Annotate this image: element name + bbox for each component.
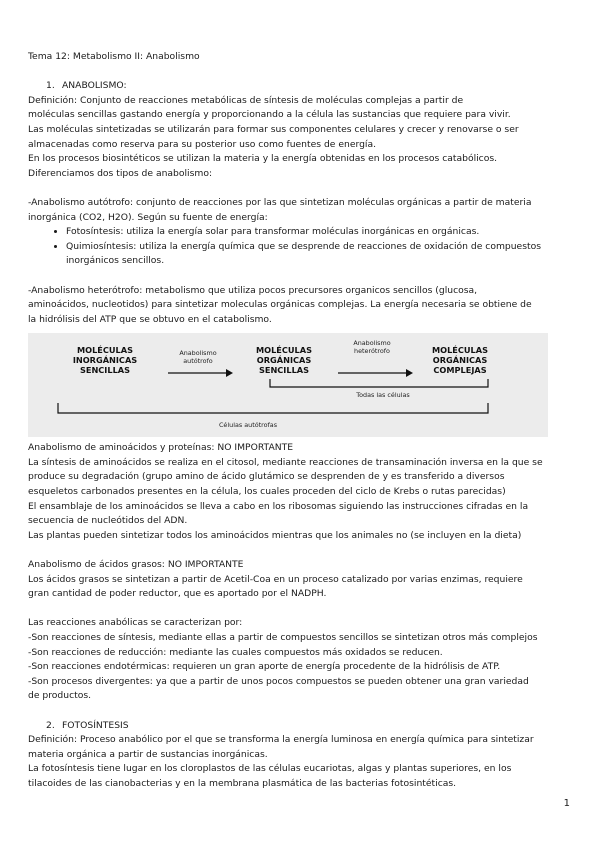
box-organic-complex: MOLÉCULAS ORGÁNICAS COMPLEJAS xyxy=(431,345,489,376)
paragraph-line: -Son reacciones de síntesis, mediante ellas a partir de compuestos sencillos se sintetizan otros más complejos xyxy=(28,632,538,643)
paragraph-line: Las moléculas sintetizadas se utilizarán para formar sus componentes celulares y crecer y renovarse o ser xyxy=(28,123,519,135)
heterotrophic-paragraph: la hidrólisis del ATP que se obtuvo en el catabolismo. xyxy=(28,313,272,325)
paragraph-line: Las plantas pueden sintetizar todos los aminoácidos mientras que los animales no (se incluyen en la dieta) xyxy=(28,529,522,541)
paragraph-line: En los procesos biosintéticos se utilizan la materia y la energía obtenidas en los procesos catabólicos. xyxy=(28,153,498,165)
section-heading-anabolismo: 1. ANABOLISMO: xyxy=(46,80,127,92)
section-heading-fotosintesis: 2. FOTOSÍNTESIS xyxy=(46,719,129,731)
paragraph-line: El ensamblaje de los aminoácidos se lleva a cabo en los ribosomas siguiendo las instrucciones cifradas en la xyxy=(28,500,529,512)
heterotrophic-paragraph: aminoácidos, nucleotidos) para sintetizar moleculas orgánicas complejas. La energía necesaria se obtiene de xyxy=(28,299,532,311)
paragraph-line: -Son procesos divergentes: ya que a partir de unos pocos compuestos se pueden obtener una gran variedad xyxy=(28,675,529,687)
paragraph-line: secuencia de nucleótidos del ADN. xyxy=(28,515,188,527)
paragraph-line: de productos. xyxy=(28,690,92,702)
paragraph-line: produce su degradación (grupo amino de ácido glutámico se desprenden de y es transferido a diversos xyxy=(28,471,505,483)
heterotrophic-paragraph: -Anabolismo heterótrofo: metabolismo que utiliza pocos precursores organicos sencillos (glucosa, xyxy=(28,284,478,296)
box-inorganic-simple: MOLÉCULAS INORGÁNICAS SENCILLAS xyxy=(72,345,138,376)
document-title: Tema 12: Metabolismo II: Anabolismo xyxy=(28,51,200,62)
paragraph-line: La fotosíntesis tiene lugar en los cloroplastos de las células eucariotas, algas y plantas superiores, en los xyxy=(28,763,512,775)
page-number: 1 xyxy=(563,798,570,809)
arrow-label-autotrophic: Anabolismo autótrofo xyxy=(179,349,217,366)
definition-line: moléculas sencillas gastando energía y proporcionando a la célula las sustancias que requiere para vivir. xyxy=(28,109,511,121)
amino-heading: Anabolismo de aminoácidos y proteínas: NO IMPORTANTE xyxy=(28,442,294,454)
label-all-cells: Todas las células xyxy=(356,391,410,400)
paragraph-line: -Son reacciones endotérmicas: requieren un gran aporte de energía procedente de la hidrólisis de ATP. xyxy=(28,661,501,673)
document-body xyxy=(28,50,574,792)
paragraph-line: almacenadas como reserva para su posterior uso como fuentes de energía. xyxy=(28,138,377,150)
fatty-acids-heading: Anabolismo de ácidos grasos: NO IMPORTANTE xyxy=(28,559,244,571)
autotrophic-paragraph: -Anabolismo autótrofo: conjunto de reacciones por las que sintetizan moléculas orgánicas a partir de materia xyxy=(28,196,532,208)
anabolism-diagram xyxy=(28,333,548,437)
definition-line: materia orgánica a partir de sustancias inorgánicas. xyxy=(28,748,268,760)
paragraph-line: gran cantidad de poder reductor, que es aportado por el NADPH. xyxy=(28,588,327,600)
paragraph-line: La síntesis de aminoácidos se realiza en el citosol, mediante reacciones de transaminación inversa en la que se xyxy=(28,456,543,468)
definition-line: Definición: Conjunto de reacciones metabólicas de síntesis de moléculas complejas a partir de xyxy=(28,94,464,106)
energy-source-list xyxy=(28,225,574,269)
autotrophic-paragraph: inorgánica (CO2, H2O). Según su fuente de energía: xyxy=(28,211,268,223)
paragraph-line: Diferenciamos dos tipos de anabolismo: xyxy=(28,167,213,179)
paragraph-line: -Son reacciones de reducción: mediante las cuales compuestos más oxidados se reducen. xyxy=(28,646,443,658)
box-organic-simple: MOLÉCULAS ORGÁNICAS SENCILLAS xyxy=(255,345,313,376)
list-item: • Quimiosíntesis: utiliza la energía química que se desprende de reacciones de oxidación de compuestos inorgánicos sencillos. xyxy=(66,240,574,269)
paragraph-line: esqueletos carbonados presentes en la célula, los cuales proceden del ciclo de Krebs o rutas parecidas) xyxy=(28,486,506,498)
list-item: • Fotosíntesis: utiliza la energía solar para transformar moléculas inorgánicas en orgánicas. xyxy=(66,225,574,240)
bracket-autotrophic-cells xyxy=(58,403,488,413)
bracket-all-cells xyxy=(270,379,488,387)
label-autotrophic-cells: Células autótrofas xyxy=(218,421,278,430)
paragraph-line: Los ácidos grasos se sintetizan a partir de Acetil-Coa en un proceso catalizado por varias enzimas, requiere xyxy=(28,573,523,585)
paragraph-line: tilacoides de las cianobacterias y en la membrana plasmática de las bacterias fotosintéticas. xyxy=(28,777,457,789)
definition-line: Definición: Proceso anabólico por el que se transforma la energía luminosa en energía química para sintetizar xyxy=(28,734,534,746)
characteristics-heading: Las reacciones anabólicas se caracterizan por: xyxy=(28,617,243,629)
arrow-label-heterotrophic: Anabolismo heterótrofo xyxy=(353,339,391,356)
